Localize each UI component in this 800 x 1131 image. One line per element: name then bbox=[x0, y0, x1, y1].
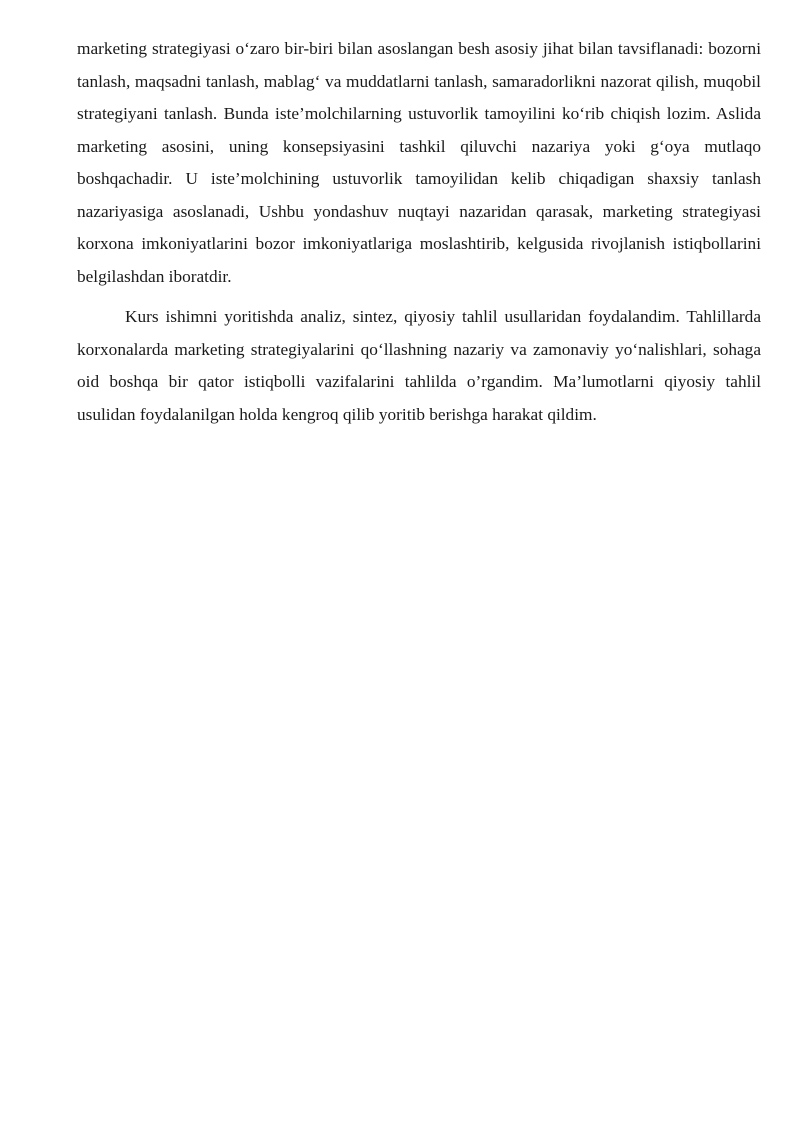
paragraph-methods: Kurs ishimni yoritishda analiz, sintez, qiyosiy tahlil usullaridan foydalandim. Tahlillarda korxonalarda marketing strategiyalarini qo‘llashning nazariy va zamonaviy yo‘nalishlari, sohaga oid boshqa bir qator istiqbolli vazifalarini tahlilda o’rgandim. Ma’lumotlarni qiyosiy tahlil usulidan foydalanilgan holda kengroq qilib yoritib berishga harakat qildim. bbox=[77, 307, 761, 424]
document-body bbox=[77, 33, 761, 431]
paragraph-marketing-strategy: marketing strategiyasi o‘zaro bir-biri bilan asoslangan besh asosiy jihat bilan tavsiflanadi: bozorni tanlash, maqsadni tanlash, mablag‘ va muddatlarni tanlash, samaradorlikni nazorat qilish, muqobil strategiyani tanlash. Bunda iste’molchilarning ustuvorlik tamoyilini ko‘rib chiqish lozim. Aslida marketing asosini, uning konsepsiyasini tashkil qiluvchi nazariya yoki g‘oya mutlaqo boshqachadir. U iste’molchining ustuvorlik tamoyilidan kelib chiqadigan shaxsiy tanlash nazariyasiga asoslanadi, Ushbu yondashuv nuqtayi nazaridan qarasak, marketing strategiyasi korxona imkoniyatlarini bozor imkoniyatlariga moslashtirib, kelgusida rivojlanish istiqbollarini belgilashdan iboratdir. bbox=[77, 39, 761, 286]
